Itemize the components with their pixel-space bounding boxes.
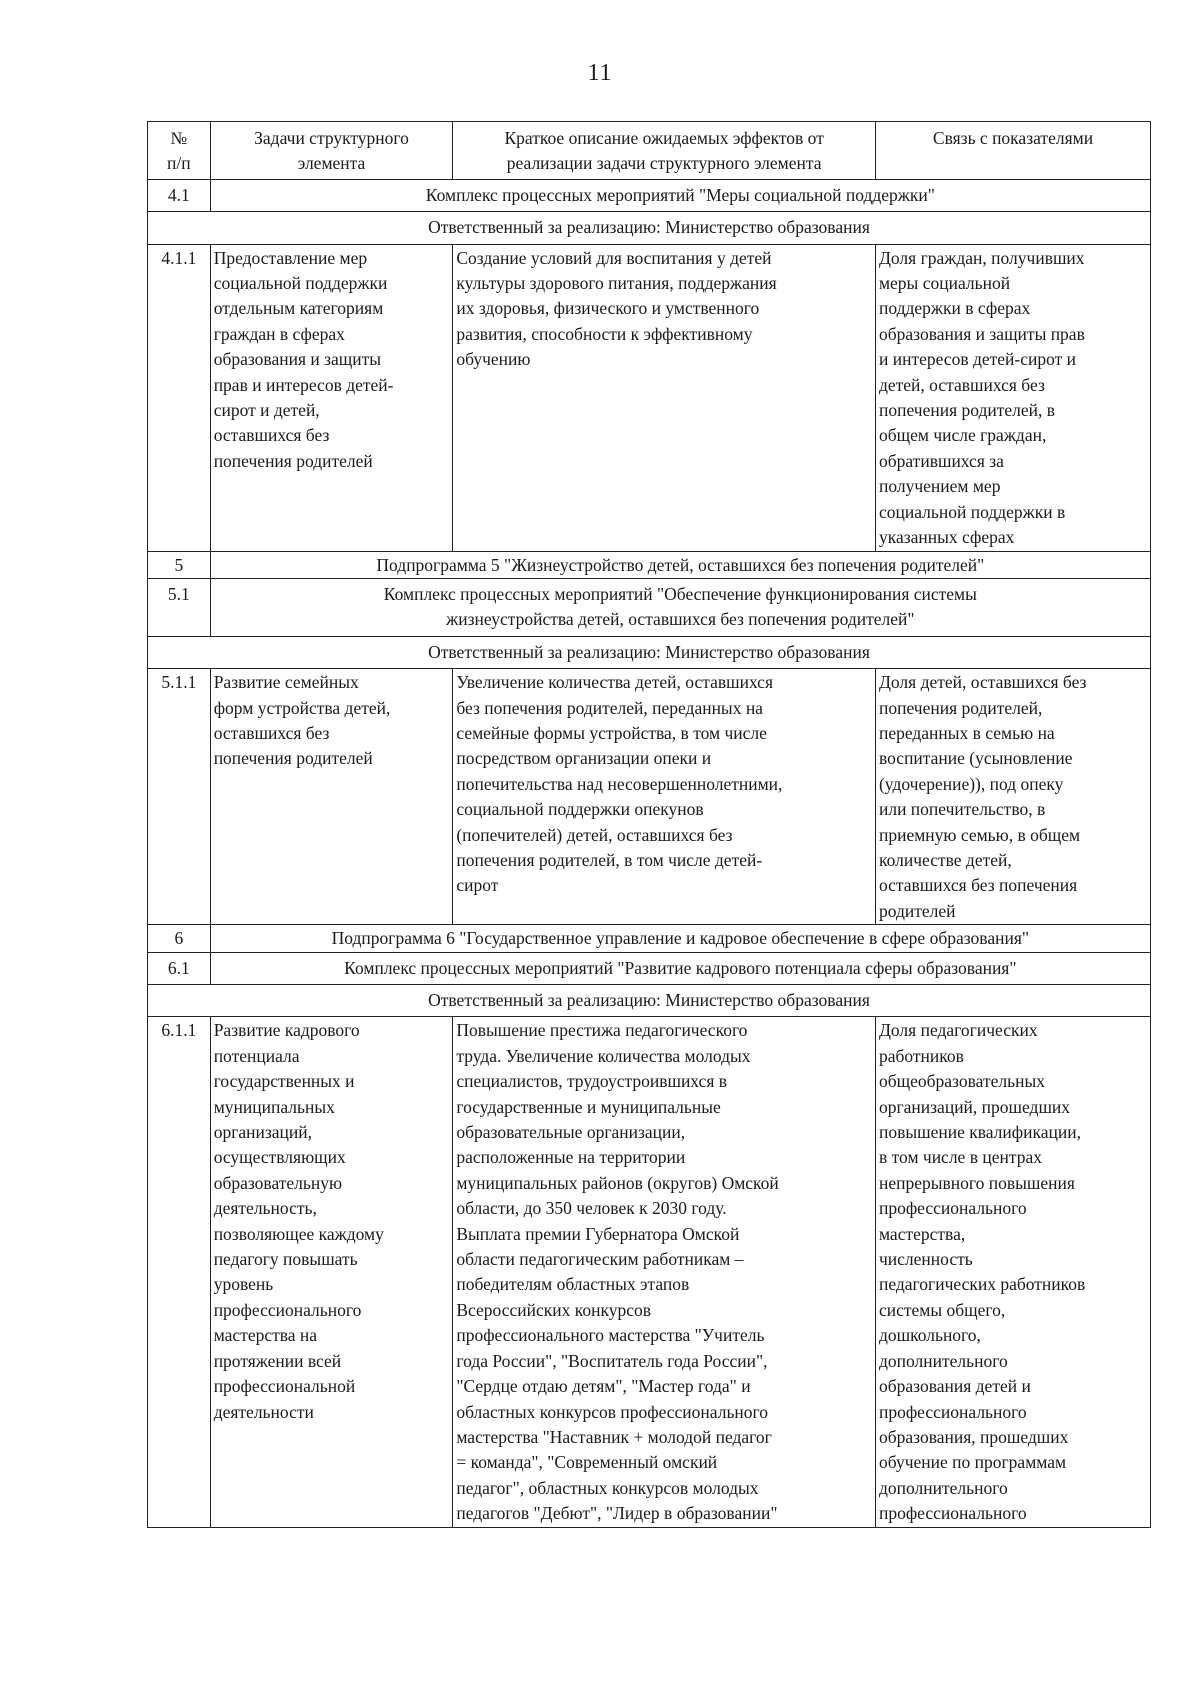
table-row <box>148 636 1151 668</box>
table-row <box>148 1017 1151 1527</box>
table-row <box>148 551 1151 578</box>
table-row <box>148 179 1151 211</box>
indicator-cell: Доля детей, оставшихся без попечения родителей, переданных в семью на воспитание (усыновление (удочерение)), под опеку или попечительство, в приемную семью, в общем количестве детей, оставшихся без попечения родителей <box>875 669 1150 925</box>
task-cell: Развитие кадрового потенциала государственных и муниципальных организаций, осуществляющих образовательную деятельность, позволяющее каждому педагогу повышать уровень профессионального мастерства на протяжении всей профессиональной деятельности <box>210 1017 453 1527</box>
indicator-cell: Доля граждан, получивших меры социальной поддержки в сферах образования и защиты прав и интересов детей-сирот и детей, оставшихся без попечения родителей, в общем числе граждан, обратившихся за получением мер социальной поддержки в указанных сферах <box>875 244 1150 551</box>
task-cell: Предоставление мер социальной поддержки отдельным категориям граждан в сферах образования и защиты прав и интересов детей- сирот и детей, оставшихся без попечения родителей <box>210 244 453 551</box>
table-row <box>148 952 1151 984</box>
subprogram-title: Подпрограмма 6 "Государственное управление и кадровое обеспечение в сфере образования" <box>210 925 1150 952</box>
table-row <box>148 669 1151 925</box>
table-row <box>148 212 1151 244</box>
description-cell: Повышение престижа педагогического труда. Увеличение количества молодых специалистов, трудоустроившихся в государственные и муниципальные образовательные организации, расположенные на территории муниципальных районов (округов) Омской области, до 350 человек к 2030 году. Выплата премии Губернатора Омской области педагогическим работникам – победителям областных этапов Всероссийских конкурсов профессионального мастерства "Учитель года России", "Воспитатель года России", "Сердце отдаю детям", "Мастер года" и областных конкурсов профессионального мастерства "Наставник + молодой педагог = команда", "Современный омский педагог", областных конкурсов молодых педагогов "Дебют", "Лидер в образовании" <box>453 1017 876 1527</box>
responsible-line: Ответственный за реализацию: Министерство образования <box>148 212 1151 244</box>
complex-title: Комплекс процессных мероприятий "Меры социальной поддержки" <box>210 179 1150 211</box>
page-number: 11 <box>587 60 613 86</box>
table-row <box>148 985 1151 1017</box>
description-cell: Увеличение количества детей, оставшихся без попечения родителей, переданных на семейные формы устройства, в том числе посредством организации опеки и попечительства над несовершеннолетними, социальной поддержки опекунов (попечителей) детей, оставшихся без попечения родителей, в том числе детей- сирот <box>453 669 876 925</box>
complex-title: Комплекс процессных мероприятий "Обеспечение функционирования системы жизнеустройства детей, оставшихся без попечения родителей" <box>210 578 1150 636</box>
header-description: Краткое описание ожидаемых эффектов от реализации задачи структурного элемента <box>453 122 876 180</box>
row-number: 5.1 <box>148 578 211 636</box>
responsible-line: Ответственный за реализацию: Министерство образования <box>148 985 1151 1017</box>
header-indicators: Связь с показателями <box>875 122 1150 180</box>
table-header-row <box>148 122 1151 180</box>
row-number: 6.1.1 <box>148 1017 211 1527</box>
description-cell: Создание условий для воспитания у детей культуры здорового питания, поддержания их здоровья, физического и умственного развития, способности к эффективному обучению <box>453 244 876 551</box>
row-number: 6 <box>148 925 211 952</box>
indicator-cell: Доля педагогических работников общеобразовательных организаций, прошедших повышение квалификации, в том числе в центрах непрерывного повышения профессионального мастерства, численность педагогических работников системы общего, дошкольного, дополнительного образования детей и профессионального образования, прошедших обучение по программам дополнительного профессионального <box>875 1017 1150 1527</box>
table-row <box>148 925 1151 952</box>
measures-table <box>147 121 1151 1528</box>
row-number: 6.1 <box>148 952 211 984</box>
subprogram-title: Подпрограмма 5 "Жизнеустройство детей, оставшихся без попечения родителей" <box>210 551 1150 578</box>
table-row <box>148 244 1151 551</box>
header-task: Задачи структурного элемента <box>210 122 453 180</box>
table-row <box>148 578 1151 636</box>
row-number: 4.1.1 <box>148 244 211 551</box>
task-cell: Развитие семейных форм устройства детей, оставшихся без попечения родителей <box>210 669 453 925</box>
row-number: 4.1 <box>148 179 211 211</box>
row-number: 5 <box>148 551 211 578</box>
responsible-line: Ответственный за реализацию: Министерство образования <box>148 636 1151 668</box>
row-number: 5.1.1 <box>148 669 211 925</box>
complex-title: Комплекс процессных мероприятий "Развитие кадрового потенциала сферы образования" <box>210 952 1150 984</box>
header-num: № п/п <box>148 122 211 180</box>
